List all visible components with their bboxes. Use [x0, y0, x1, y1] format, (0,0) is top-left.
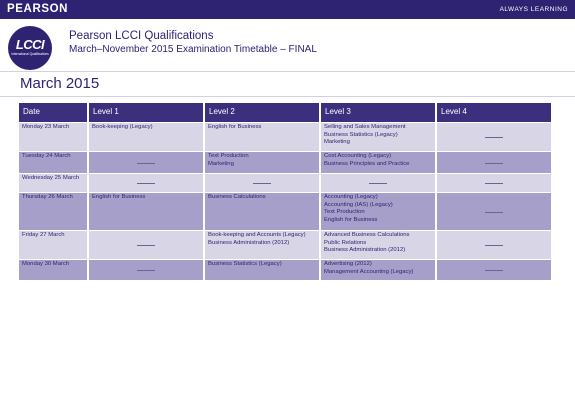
level-2-cell	[205, 152, 319, 173]
exam-subject: Business Statistics (Legacy)	[208, 261, 282, 267]
no-exam-dash	[137, 163, 155, 164]
exam-subject: Public Relations	[324, 239, 367, 246]
level-3-cell	[321, 231, 435, 259]
level-2-cell	[205, 193, 319, 230]
table-row	[19, 152, 555, 173]
brand-logo-text: PEARSON	[7, 3, 69, 15]
column-header-date: Date	[19, 103, 87, 122]
page-subtitle: March–November 2015 Examination Timetable – FINAL	[69, 44, 317, 55]
divider	[0, 96, 575, 97]
level-3-cell	[321, 260, 435, 280]
lcci-logo-text: LCCI	[15, 37, 45, 52]
exam-subject: Marketing	[208, 160, 234, 167]
no-exam-dash	[485, 270, 503, 271]
table-row	[19, 260, 555, 280]
divider	[0, 71, 575, 72]
exam-subject: English for Business	[92, 194, 146, 200]
date-text: Monday 30 March	[22, 261, 70, 267]
lcci-logo-subtext: International Qualifications	[11, 52, 49, 56]
top-bar	[0, 0, 575, 19]
column-header-level-1: Level 1	[89, 103, 203, 122]
exam-subject: Advertising (2012)	[324, 261, 372, 267]
date-cell	[19, 231, 87, 259]
column-header-level-3: Level 3	[321, 103, 435, 122]
date-text: Tuesday 24 March	[22, 153, 71, 159]
exam-subject: Business Statistics (Legacy)	[324, 131, 398, 138]
lcci-logo	[8, 26, 52, 70]
no-exam-dash	[137, 183, 155, 184]
exam-subject: Cost Accounting (Legacy)	[324, 153, 392, 159]
timetable	[19, 103, 555, 281]
exam-subject: Business Principles and Practice	[324, 160, 410, 167]
date-text: Wednesday 25 March	[22, 175, 80, 181]
exam-subject: Text Production	[208, 153, 249, 159]
date-cell	[19, 174, 87, 192]
date-text: Friday 27 March	[22, 232, 65, 238]
exam-subject: Advanced Business Calculations	[324, 232, 410, 238]
exam-subject: Book-keeping and Accounts (Legacy)	[208, 232, 306, 238]
table-row	[19, 193, 555, 230]
level-4-cell	[437, 193, 551, 230]
page-title: Pearson LCCI Qualifications	[69, 30, 214, 42]
no-exam-dash	[485, 245, 503, 246]
level-2-cell	[205, 123, 319, 151]
exam-subject: Accounting (IAS) (Legacy)	[324, 201, 393, 208]
level-1-cell	[89, 193, 203, 230]
exam-subject: Business Administration (2012)	[208, 239, 290, 246]
exam-subject: Accounting (Legacy)	[324, 194, 378, 200]
level-1-cell	[89, 231, 203, 259]
table-row	[19, 123, 555, 151]
level-3-cell	[321, 152, 435, 173]
level-1-cell	[89, 260, 203, 280]
level-4-cell	[437, 152, 551, 173]
level-4-cell	[437, 260, 551, 280]
level-3-cell	[321, 193, 435, 230]
date-cell	[19, 193, 87, 230]
exam-subject: Selling and Sales Management	[324, 124, 406, 130]
month-heading: March 2015	[20, 75, 100, 92]
level-4-cell	[437, 174, 551, 192]
column-header-level-4: Level 4	[437, 103, 551, 122]
level-4-cell	[437, 231, 551, 259]
exam-subject: English for Business	[208, 124, 262, 130]
tagline: ALWAYS LEARNING	[499, 6, 568, 13]
exam-subject: Book-keeping (Legacy)	[92, 124, 153, 130]
no-exam-dash	[369, 183, 387, 184]
level-1-cell	[89, 123, 203, 151]
date-cell	[19, 152, 87, 173]
exam-subject: Business Calculations	[208, 194, 266, 200]
column-header-level-2: Level 2	[205, 103, 319, 122]
no-exam-dash	[485, 137, 503, 138]
no-exam-dash	[485, 163, 503, 164]
no-exam-dash	[485, 183, 503, 184]
no-exam-dash	[137, 270, 155, 271]
level-1-cell	[89, 174, 203, 192]
date-text: Thursday 26 March	[22, 194, 73, 200]
level-4-cell	[437, 123, 551, 151]
table-row	[19, 231, 555, 259]
no-exam-dash	[137, 245, 155, 246]
date-text: Monday 23 March	[22, 124, 70, 130]
table-header-row	[19, 103, 555, 122]
date-cell	[19, 123, 87, 151]
level-2-cell	[205, 260, 319, 280]
no-exam-dash	[485, 212, 503, 213]
level-2-cell	[205, 174, 319, 192]
level-3-cell	[321, 123, 435, 151]
no-exam-dash	[253, 183, 271, 184]
exam-subject: Text Production	[324, 209, 365, 216]
date-cell	[19, 260, 87, 280]
exam-subject: Management Accounting (Legacy)	[324, 268, 414, 275]
level-2-cell	[205, 231, 319, 259]
level-3-cell	[321, 174, 435, 192]
exam-subject: Marketing	[324, 139, 350, 146]
exam-subject: Business Administration (2012)	[324, 247, 406, 254]
level-1-cell	[89, 152, 203, 173]
exam-subject: English for Business	[324, 216, 378, 223]
table-row	[19, 174, 555, 192]
